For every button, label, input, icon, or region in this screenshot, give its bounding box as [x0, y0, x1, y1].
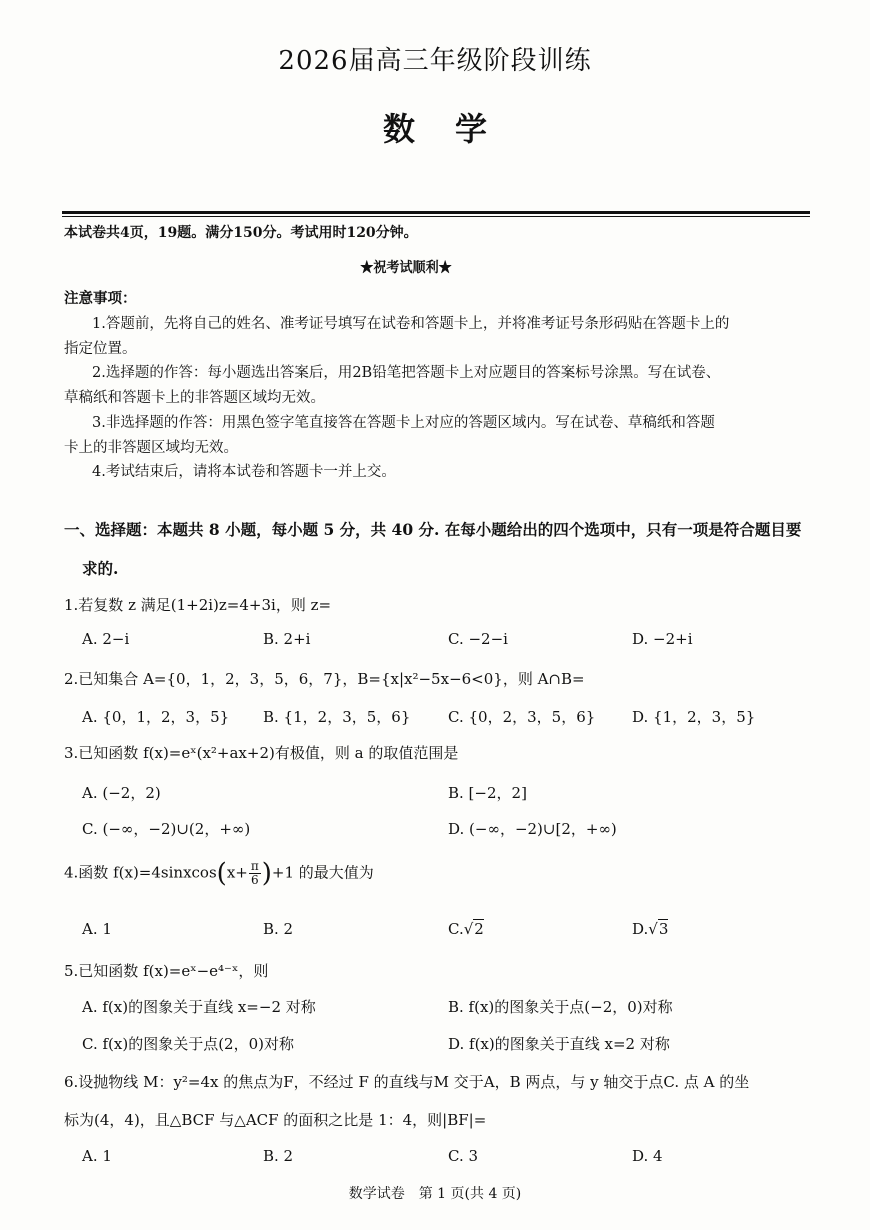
question-5-option-d: D. f(x)的图象关于直线 x=2 对称 [448, 1035, 670, 1053]
question-2-option-d: D. {1，2，3，5} [632, 708, 756, 726]
notice-item-2-line-2: 草稿纸和答题卡上的非答题区域均无效。 [64, 390, 325, 406]
exam-title: 2026届高三年级阶段训练 [278, 46, 592, 76]
notice-item-1-line-2: 指定位置。 [64, 341, 137, 357]
section-1-heading-cont: 求的. [82, 559, 119, 578]
sqrt-sign-icon: √ [648, 920, 658, 938]
radicand: 2 [474, 920, 484, 938]
question-6-option-c: C. 3 [448, 1147, 479, 1165]
question-3-option-a: A. (−2，2) [82, 784, 161, 802]
question-4-stem [64, 860, 374, 887]
right-paren: ) [261, 858, 272, 889]
page-footer: 数学试卷 第 1 页(共 4 页) [348, 1186, 522, 1202]
question-5-option-a: A. f(x)的图象关于直线 x=−2 对称 [82, 998, 316, 1016]
question-5-option-c: C. f(x)的图象关于点(2，0)对称 [82, 1035, 294, 1053]
question-3-option-b: B. [−2，2] [448, 784, 527, 802]
question-3-option-c: C. (−∞，−2)∪(2，+∞) [82, 820, 251, 838]
question-5-stem: 5.已知函数 f(x)=eˣ−e⁴⁻ˣ，则 [64, 962, 269, 980]
sqrt-sign-icon: √ [463, 920, 474, 938]
question-4-option-b: B. 2 [263, 920, 294, 938]
question-4-stem-prefix: 4.函数 f(x)=4sinxcos [64, 863, 217, 882]
fraction-denominator: 6 [250, 873, 259, 887]
question-6-option-b: B. 2 [263, 1147, 294, 1165]
question-6-stem-line-1: 6.设抛物线 M：y²=4x 的焦点为F，不经过 F 的直线与M 交于A，B 两点，与 y 轴交于点C. 点 A 的坐 [64, 1073, 750, 1091]
header-divider-thin [62, 216, 810, 217]
question-1-option-c: C. −2−i [448, 630, 508, 648]
header-divider-thick [62, 211, 810, 214]
left-paren: ( [216, 858, 227, 889]
question-1-option-a: A. 2−i [82, 630, 130, 648]
question-6-stem-line-2: 标为(4，4)，且△BCF 与△ACF 的面积之比是 1：4，则|BF|= [64, 1111, 487, 1129]
question-4-option-d [632, 920, 668, 938]
question-1-stem: 1.若复数 z 满足(1+2i)z=4+3i，则 z= [64, 596, 332, 614]
good-luck-banner: ★祝考试顺利★ [360, 260, 452, 276]
question-1-option-b: B. 2+i [263, 630, 311, 648]
subject-title: 数学 [382, 110, 527, 148]
option-d-label: D. [632, 920, 649, 938]
question-6-option-d: D. 4 [632, 1147, 663, 1165]
option-c-label: C. [448, 920, 464, 938]
notice-item-1-line-1: 1.答题前，先将自己的姓名、准考证号填写在试卷和答题卡上，并将准考证号条形码贴在答题卡上的 [92, 316, 730, 332]
question-4-option-a: A. 1 [82, 920, 112, 938]
question-2-option-c: C. {0，2，3，5，6} [448, 708, 596, 726]
pi-over-six-fraction [249, 860, 261, 887]
fraction-numerator: π [250, 859, 259, 873]
radicand: 3 [658, 920, 669, 938]
notice-item-2-line-1: 2.选择题的作答：每小题选出答案后，用2B铅笔把答题卡上对应题目的答案标号涂黑。写在试卷、 [92, 365, 721, 381]
notice-item-3-line-2: 卡上的非答题区域均无效。 [64, 440, 238, 456]
question-2-option-b: B. {1，2，3，5，6} [263, 708, 411, 726]
question-4-stem-suffix: +1 的最大值为 [271, 863, 374, 882]
exam-summary: 本试卷共4页，19题。满分150分。考试用时120分钟。 [64, 225, 418, 241]
question-3-option-d: D. (−∞，−2)∪[2，+∞) [448, 820, 617, 838]
question-1-option-d: D. −2+i [632, 630, 693, 648]
section-1-heading: 一、选择题：本题共 8 小题，每小题 5 分，共 40 分. 在每小题给出的四个选项中，只有一项是符合题目要 [64, 520, 802, 539]
notice-item-3-line-1: 3.非选择题的作答：用黑色签字笔直接答在答题卡上对应的答题区域内。写在试卷、草稿纸和答题 [92, 415, 715, 431]
question-4-option-c [448, 920, 484, 938]
question-4-stem-arg: x+ [226, 863, 248, 882]
question-2-option-a: A. {0，1，2，3，5} [82, 708, 230, 726]
question-6-option-a: A. 1 [82, 1147, 112, 1165]
question-2-stem: 2.已知集合 A={0，1，2，3，5，6，7}，B={x|x²−5x−6<0}，则 A∩B= [64, 670, 585, 688]
question-3-stem: 3.已知函数 f(x)=eˣ(x²+ax+2)有极值，则 a 的取值范围是 [64, 744, 459, 762]
notice-heading: 注意事项： [64, 290, 137, 307]
notice-item-4: 4.考试结束后，请将本试卷和答题卡一并上交。 [92, 464, 396, 480]
question-5-option-b: B. f(x)的图象关于点(−2，0)对称 [448, 998, 673, 1016]
